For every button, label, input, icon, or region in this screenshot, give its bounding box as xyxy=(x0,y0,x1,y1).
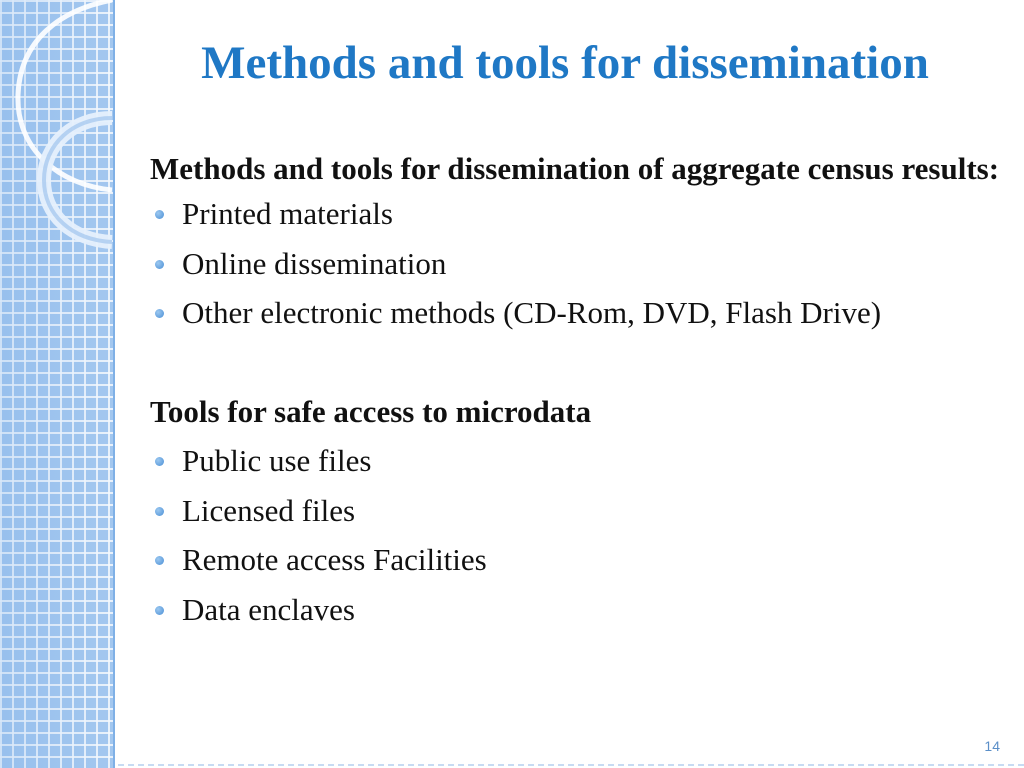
page-title: Methods and tools for dissemination xyxy=(201,37,929,89)
list-item xyxy=(150,585,1000,635)
list-item-text: Other electronic methods (CD-Rom, DVD, Flash Drive) xyxy=(182,295,882,330)
bullet-dot-icon xyxy=(155,309,164,318)
list-item xyxy=(150,239,1000,289)
list-item-text: Remote access Facilities xyxy=(182,542,487,577)
list-item-text: Online dissemination xyxy=(182,245,447,281)
bullet-dot-icon xyxy=(155,260,164,269)
list-item xyxy=(150,486,1000,536)
section-heading-aggregate: Methods and tools for dissemination of aggregate census results: xyxy=(150,151,1000,186)
slide-content xyxy=(150,148,1000,634)
list-item xyxy=(150,189,1000,239)
list-item xyxy=(150,436,1000,486)
list-item xyxy=(150,288,1000,338)
list-item-text: Public use files xyxy=(182,443,372,478)
page-number: 14 xyxy=(984,738,1000,754)
bullet-dot-icon xyxy=(155,457,164,466)
list-item-text: Licensed files xyxy=(182,492,356,528)
bullet-list-aggregate xyxy=(150,189,1000,338)
bullet-dot-icon xyxy=(155,556,164,565)
decorative-rings-icon xyxy=(0,0,130,260)
footer-divider xyxy=(118,764,1024,766)
section-heading-microdata: Tools for safe access to microdata xyxy=(150,393,592,429)
bullet-list-microdata xyxy=(150,436,1000,634)
section-spacer xyxy=(150,338,1000,387)
list-item xyxy=(150,535,1000,585)
bullet-dot-icon xyxy=(155,606,164,615)
bullet-dot-icon xyxy=(155,507,164,516)
list-item-text: Printed materials xyxy=(182,196,393,231)
list-item-text: Data enclaves xyxy=(182,591,355,627)
bullet-dot-icon xyxy=(155,210,164,219)
